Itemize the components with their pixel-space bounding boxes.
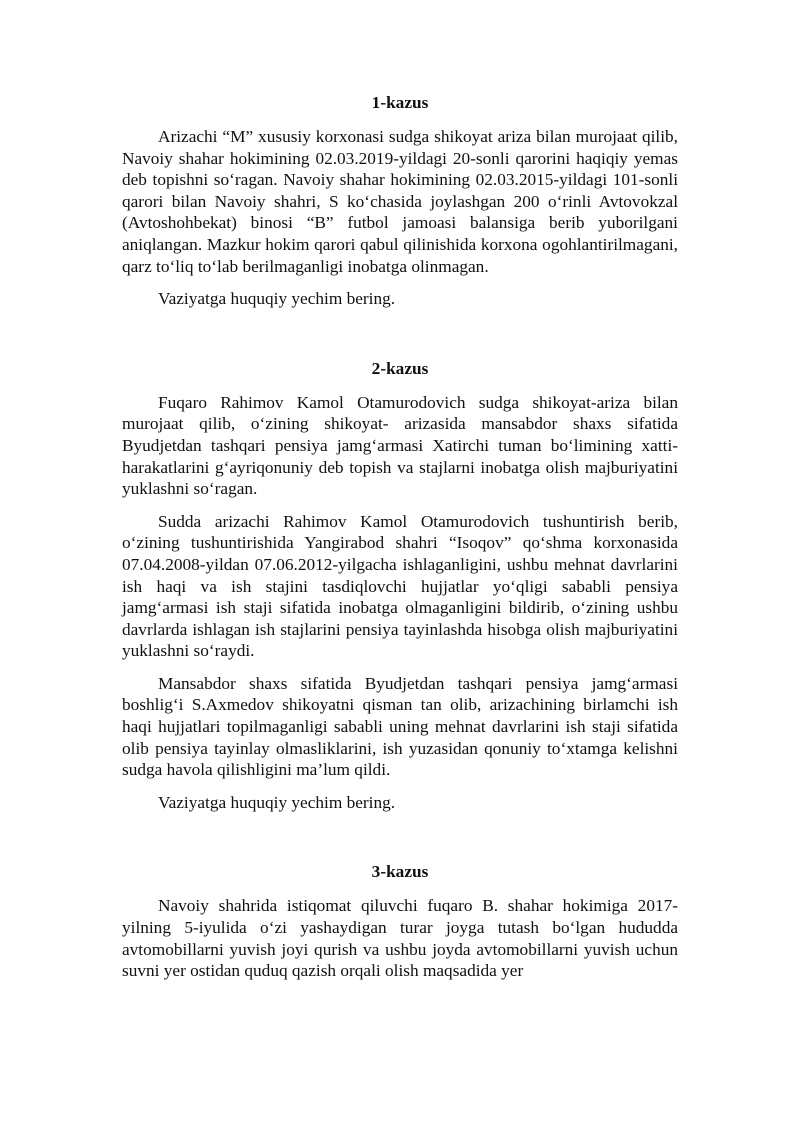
case-2-paragraph-2: Sudda arizachi Rahimov Kamol Otamurodovich tushuntirish berib, o‘zining tushuntirishida Yangirabod shahri “Isoqov” qo‘shma korxonasida 07.04.2008-yildan 07.06.2012-yilgacha ishlaganligini, ushbu mehnat davrlarini ish haqi va ish stajini tasdiqlovchi hujjatlar yo‘qligi sababli pensiya jamg‘armasi ish staji sifatida inobatga olmaganligini bildirib, o‘zining ushbu davrlarda ishlagan ish stajlarini pensiya tayinlashda hisobga olish majburiyatini yuklashni so‘raydi. <box>122 511 678 661</box>
case-title-1: 1-kazus <box>371 93 429 112</box>
case-title-2: 2-kazus <box>371 358 429 378</box>
case-section-2 <box>122 358 678 814</box>
case-title-3: 3-kazus <box>371 862 429 882</box>
case-2-paragraph-1: Fuqaro Rahimov Kamol Otamurodovich sudga shikoyat-ariza bilan murojaat qilib, o‘zining shikoyat- arizasida mansabdor shaxs sifatida Byudjetdan tashqari pensiya jamg‘armasi Xatirchi tuman bo‘limining xatti-harakatlarini g‘ayriqonuniy deb topish va stajlarni inobatga olish majburiyatini yuklashni so‘ragan. <box>122 392 678 499</box>
case-3-paragraph-1: Navoiy shahrida istiqomat qiluvchi fuqaro B. shahar hokimiga 2017-yilning 5-iyulida o‘zi yashaydigan turar joyga tutash bo‘lgan hududda avtomobillarni yuvish joyi qurish va ushbu joyda avtomobillarni yuvish uchun suvni yer ostidan quduq qazish orqali olish maqsadida yer <box>122 896 678 981</box>
case-2-paragraph-4: Vaziyatga huquqiy yechim bering. <box>158 792 396 812</box>
document-page <box>122 92 678 993</box>
case-2-paragraph-3: Mansabdor shaxs sifatida Byudjetdan tashqari pensiya jamg‘armasi boshlig‘i S.Axmedov shikoyatni qisman tan olib, arizachining birlamchi ish haqi hujjatlari topilmaganligi sababli uning mehnat davrlarini ish staji sifatida olib pensiya tayinlay olmasliklarini, ish yuzasidan qonuniy to‘xtamga kelishni sudga havola qilishligini ma’lum qildi. <box>122 673 678 780</box>
section-spacer <box>122 824 678 861</box>
case-1-paragraph-1: Arizachi “M” xususiy korxonasi sudga shikoyat ariza bilan murojaat qilib, Navoiy shahar hokimining 02.03.2019-yildagi 20-sonli qarorini haqiqiy yemas deb topishni so‘ragan. Navoiy shahar hokimining 02.03.2015-yildagi 101-sonli qarori bilan Navoiy shahri, S ko‘chasida joylashgan 200 o‘rinli Avtovokzal (Avtoshohbekat) binosi “B” futbol jamoasi balansiga berib yuborilgani aniqlangan. Mazkur hokim qarori qabul qilinishida korxona ogohlantirilmagani, qarz to‘liq to‘lab berilmaganligi inobatga olinmagan. <box>122 127 678 276</box>
case-section-1 <box>122 92 678 310</box>
case-1-paragraph-2: Vaziyatga huquqiy yechim bering. <box>158 289 396 309</box>
case-section-3 <box>122 861 678 981</box>
section-spacer <box>122 321 678 358</box>
